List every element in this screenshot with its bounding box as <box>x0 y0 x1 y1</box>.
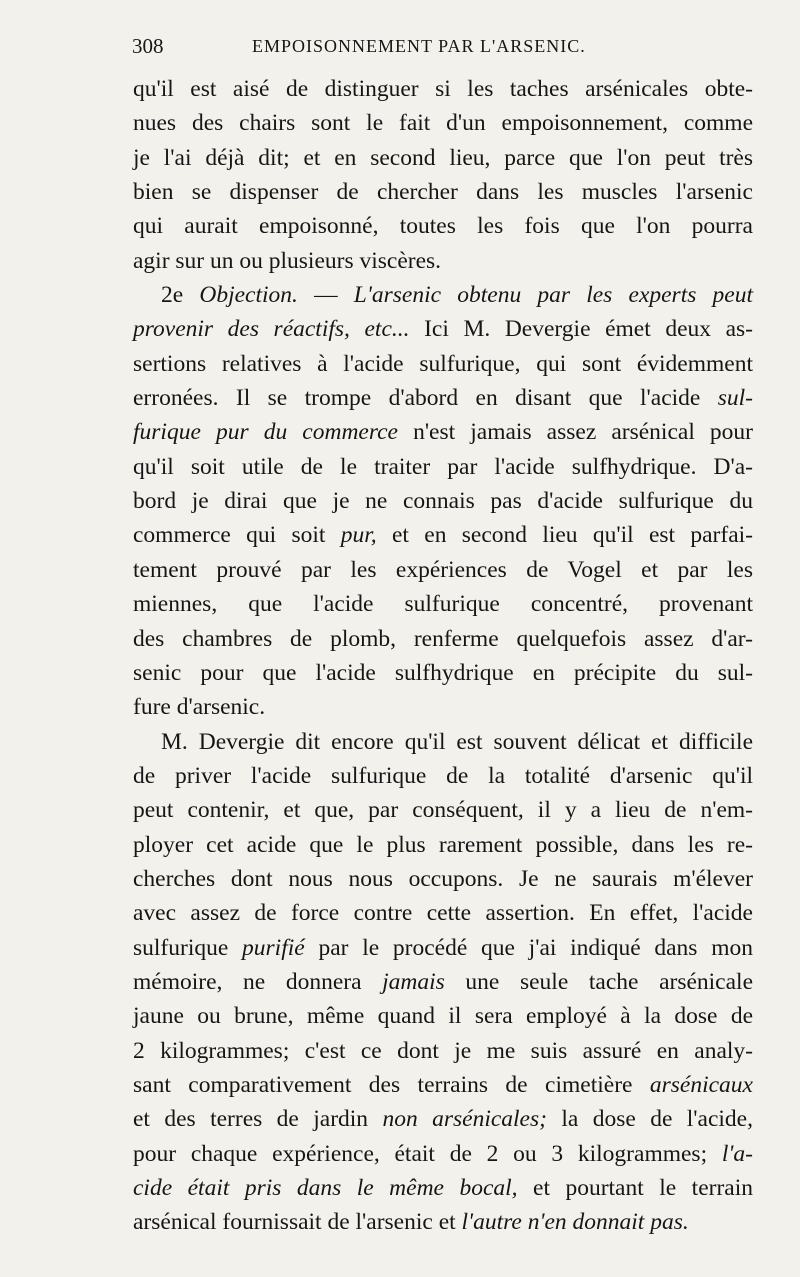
text-line <box>133 759 753 793</box>
italic-text: provenir des réactifs, etc... <box>133 316 410 343</box>
italic-text: Objection. <box>199 282 298 309</box>
text-run: 2 kilogrammes; c'est ce dont je me suis assuré en analy- <box>133 1037 753 1064</box>
text-run: et des terres de jardin <box>133 1106 383 1133</box>
text-line <box>133 622 753 656</box>
text-line <box>133 484 753 518</box>
text-line <box>133 72 753 106</box>
text-line <box>133 896 753 930</box>
text-run: la dose de l'acide, <box>546 1106 753 1133</box>
text-run: sant comparativement des terrains de cimetière <box>133 1071 650 1098</box>
italic-text: pur, <box>340 522 377 549</box>
text-run: miennes, que l'acide sulfurique concentré, provenant <box>133 591 753 618</box>
text-line <box>133 690 753 724</box>
text-line <box>133 141 753 175</box>
text-line <box>133 862 753 896</box>
text-line <box>133 1068 753 1102</box>
italic-text: non arsénicales; <box>382 1106 547 1133</box>
body-text <box>133 72 753 1240</box>
italic-text: purifié <box>242 934 305 961</box>
text-run: jaune ou brune, même quand il sera employé à la dose de <box>133 1003 753 1030</box>
text-run: ployer cet acide que le plus rarement possible, dans les re- <box>133 831 753 858</box>
text-run: arsénical fournissait de l'arsenic et <box>133 1209 462 1236</box>
page-number: 308 <box>132 34 164 58</box>
italic-text: L'arsenic obtenu par les experts peut <box>353 282 754 309</box>
text-line <box>133 931 753 965</box>
text-line <box>133 1205 753 1239</box>
text-line <box>133 828 753 862</box>
text-line <box>133 1137 753 1171</box>
text-line <box>133 965 753 999</box>
text-run: agir sur un ou plusieurs viscères. <box>133 247 442 274</box>
text-line <box>133 518 753 552</box>
text-line <box>133 1102 753 1136</box>
text-line <box>133 587 753 621</box>
text-run: qui aurait empoisonné, toutes les fois que l'on pourra <box>133 213 753 240</box>
italic-text: furique pur du commerce <box>133 419 398 446</box>
text-run: et en second lieu qu'il est parfai- <box>376 522 753 549</box>
text-line <box>133 175 753 209</box>
text-run: nues des chairs sont le fait d'un empoisonnement, comme <box>133 110 753 137</box>
text-run: senic pour que l'acide sulfhydrique en précipite du sul- <box>133 659 753 686</box>
text-line <box>133 656 753 690</box>
text-run: pour chaque expérience, était de 2 ou 3 kilogrammes; <box>133 1140 722 1167</box>
text-run: cherches dont nous nous occupons. Je ne saurais m'élever <box>133 865 753 892</box>
text-run: des chambres de plomb, renferme quelquefois assez d'ar- <box>133 625 753 652</box>
text-line <box>133 1171 753 1205</box>
text-run: 2e <box>161 282 200 309</box>
text-line <box>133 725 753 759</box>
text-run: sulfurique <box>133 934 243 961</box>
text-run: qu'il soit utile de le traiter par l'acide sulfhydrique. D'a- <box>133 453 753 480</box>
text-run: Ici M. Devergie émet deux as- <box>409 316 754 343</box>
italic-text: cide était pris dans le même bocal, <box>133 1175 518 1201</box>
text-run: sertions relatives à l'acide sulfurique, qui sont évidemment <box>133 350 753 377</box>
text-run: tement prouvé par les expériences de Vogel et par les <box>133 556 753 583</box>
text-line <box>133 106 753 140</box>
text-line <box>133 450 753 484</box>
text-run: une seule tache arsénicale <box>444 968 754 995</box>
text-run: commerce qui soit <box>133 522 341 549</box>
text-run: je l'ai déjà dit; et en second lieu, parce que l'on peut très <box>133 144 753 171</box>
text-line <box>133 999 753 1033</box>
italic-text: l'a- <box>721 1140 753 1167</box>
text-run: n'est jamais assez arsénical pour <box>397 419 754 446</box>
text-run: erronées. Il se trompe d'abord en disant que l'acide <box>133 385 718 412</box>
text-run: par le procédé que j'ai indiqué dans mon <box>304 934 753 961</box>
italic-text: sul- <box>717 385 753 412</box>
text-run: de priver l'acide sulfurique de la totalité d'arsenic qu'il <box>133 762 753 789</box>
text-line <box>133 415 753 449</box>
text-run: peut contenir, et que, par conséquent, il y a lieu de n'em- <box>133 797 753 824</box>
text-line <box>133 1034 753 1068</box>
text-line <box>133 209 753 243</box>
text-run: avec assez de force contre cette assertion. En effet, l'acide <box>133 900 753 927</box>
italic-text: jamais <box>382 968 445 995</box>
text-line <box>133 244 753 278</box>
italic-text: l'autre n'en donnait pas. <box>461 1209 689 1236</box>
text-line <box>133 553 753 587</box>
text-line <box>133 312 753 346</box>
text-run: qu'il est aisé de distinguer si les taches arsénicales obte- <box>133 76 753 102</box>
text-run: M. Devergie dit encore qu'il est souvent délicat et difficile <box>161 728 753 755</box>
text-run: — <box>297 282 354 309</box>
text-line <box>133 278 753 312</box>
text-run: fure d'arsenic. <box>133 694 266 721</box>
text-line <box>133 381 753 415</box>
text-run: mémoire, ne donnera <box>133 968 383 995</box>
text-run: bord je dirai que je ne connais pas d'acide sulfurique du <box>133 488 753 515</box>
text-run: bien se dispenser de chercher dans les muscles l'arsenic <box>133 179 753 206</box>
text-line <box>133 347 753 381</box>
italic-text: arsénicaux <box>649 1071 753 1098</box>
running-head: EMPOISONNEMENT PAR L'ARSENIC. <box>252 36 586 56</box>
text-run: et pourtant le terrain <box>517 1175 753 1201</box>
text-line <box>133 793 753 827</box>
page-header <box>132 34 752 64</box>
